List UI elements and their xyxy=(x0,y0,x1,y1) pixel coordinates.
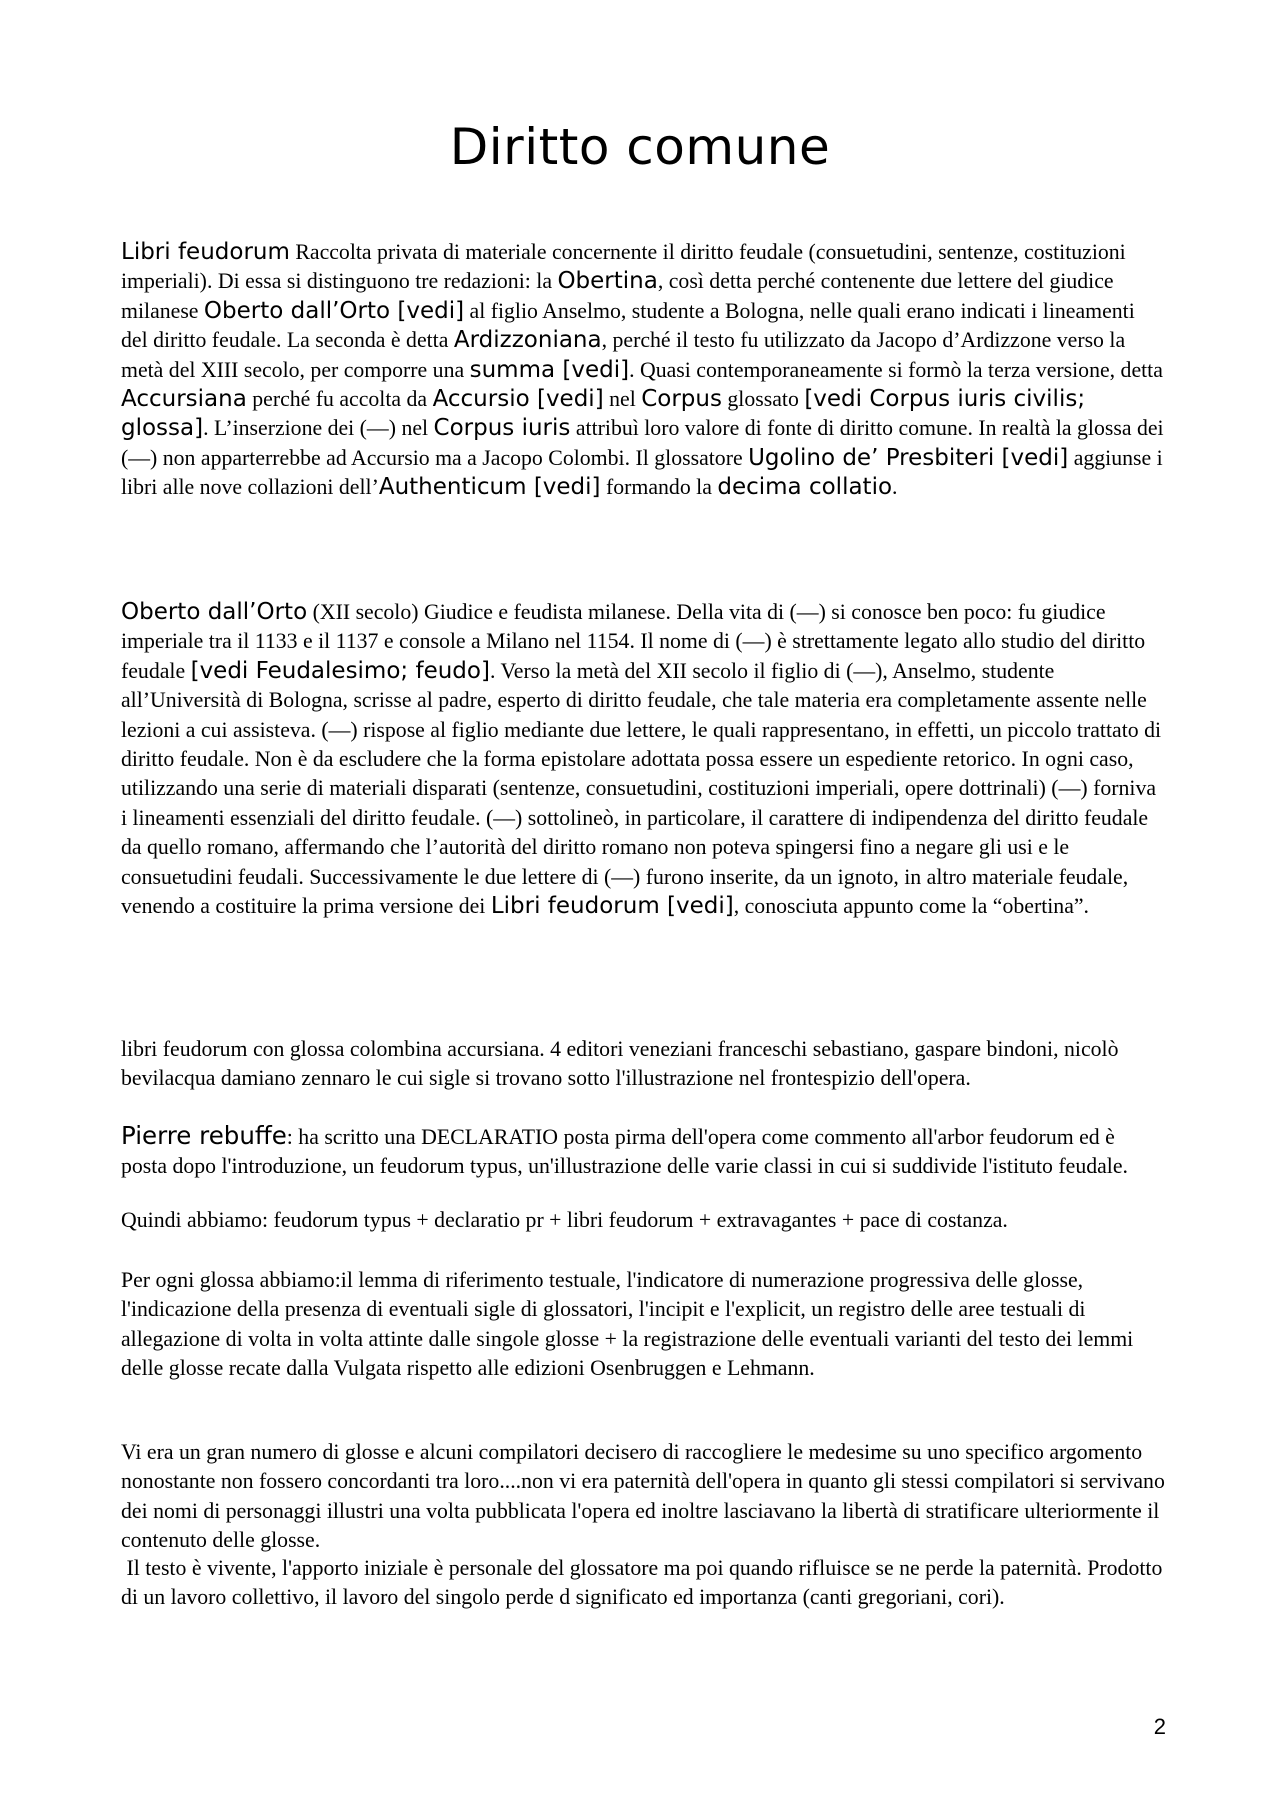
text: , così detta perché contenente due lettere del giudice milanese xyxy=(121,269,1114,323)
text: . Quasi contemporaneamente si formò la terza versione, detta xyxy=(629,357,1163,382)
note-paragraph: libri feudorum con glossa colombina accursiana. 4 editori veneziani franceschi sebastiano, gaspare bindoni, nicolò bevilacqua damiano zennaro le cui sigle si trovano sotto l'illustrazione nel frontespizio dell'opera. xyxy=(121,1037,1119,1091)
cross-reference: Oberto dall’Orto [vedi] xyxy=(203,297,465,324)
text: perché fu accolta da xyxy=(246,387,433,412)
term: decima collatio xyxy=(717,474,893,501)
page-title: Diritto comune xyxy=(449,118,831,176)
note-paragraph: Per ogni glossa abbiamo:il lemma di riferimento testuale, l'indicatore di numerazione progressiva delle glosse, l'indicazione della presenza di eventuali sigle di glossatori, l'incipit e l'explicit, un registro delle aree testuali di allegazione di volta in volta attinte dalle singole glosse + la registrazione delle eventuali varianti del testo dei lemmi delle glosse recate dalla Vulgata rispetto alle edizioni Osenbruggen e Lehmann. xyxy=(121,1268,1134,1381)
term-heading: Pierre rebuffe xyxy=(121,1121,287,1150)
text: , perché il testo fu utilizzato da Jacopo d’Ardizzone verso la metà del XIII secolo, per comporre una xyxy=(121,328,1126,382)
text: aggiunse i libri alle nove collazioni dell’ xyxy=(121,445,1163,500)
text: . L’inserzione dei (—) nel xyxy=(203,416,434,441)
note-paragraph: Il testo è vivente, l'apporto iniziale è personale del glossatore ma poi quando rifluisce se ne perde la paternità. Prodotto di un lavoro collettivo, il lavoro del singolo perde d significato ed importanza (canti gregoriani, cori). xyxy=(121,1556,1168,1610)
term: Corpus xyxy=(641,386,722,413)
cross-reference: summa [vedi] xyxy=(469,356,630,383)
term-heading: Libri feudorum xyxy=(121,239,290,265)
note-paragraph: Quindi abbiamo: feudorum typus + declaratio pr + libri feudorum + extravagantes + pace di costanza. xyxy=(121,1208,1008,1232)
page-number: 2 xyxy=(1153,1714,1166,1739)
text: nel xyxy=(603,387,642,412)
cross-reference: Authenticum [vedi] xyxy=(378,474,601,501)
cross-reference: Accursio [vedi] xyxy=(432,386,604,413)
entry-oberto-dall-orto xyxy=(121,598,1166,921)
note-paragraph: Vi era un gran numero di glosse e alcuni compilatori decisero di raccogliere le medesime su uno specifico argomento nonostante non fossero concordanti tra loro....non vi era paternità dell'opera in quanto gli stessi compilatori si servivano dei nomi di personaggi illustri una volta pubblicata l'opera ed inoltre lasciavano la libertà di stratificare ulteriormente il contenuto delle glosse. xyxy=(121,1440,1165,1553)
term: Obertina xyxy=(557,268,658,295)
cross-reference: [vedi Corpus iuris civilis; glossa] xyxy=(121,386,1086,442)
term: Ardizzoniana xyxy=(453,327,602,354)
text: glossato xyxy=(721,387,805,412)
term: Corpus iuris xyxy=(433,415,571,442)
term-heading: Oberto dall’Orto xyxy=(121,599,308,625)
cross-reference: Libri feudorum [vedi] xyxy=(490,893,734,920)
text: attribuì loro valore di fonte di diritto comune. In realtà la glossa dei (—) non apparterrebbe ad Accursio ma a Jacopo Colombi. Il glossatore xyxy=(121,416,1164,470)
text: . xyxy=(892,475,898,500)
term: Accursiana xyxy=(121,386,247,413)
text: : ha scritto una DECLARATIO posta pirma dell'opera come commento all'arbor feudorum ed è posta dopo l'introduzione, un feudorum typus, un'illustrazione delle varie classi in cui si suddivide l'istituto feudale. xyxy=(121,1125,1128,1179)
entry-libri-feudorum xyxy=(121,238,1166,503)
cross-reference: [vedi Feudalesimo; feudo] xyxy=(190,657,490,684)
cross-reference: Ugolino de’ Presbiteri [vedi] xyxy=(748,444,1069,471)
text: formando la xyxy=(600,475,718,500)
text: . Verso la metà del XII secolo il figlio di (—), Anselmo, studente all’Università di Bologna, scrisse al padre, esperto di diritto feudale, che tale materia era completamente assente nelle lezioni a cui assisteva. (—) rispose al figlio mediante due lettere, le quali rappresentano, in effetti, un piccolo trattato di diritto feudale. Non è da escludere che la forma epistolare adottata possa essere un espediente retorico. In ogni caso, utilizzando una serie di materiali disparati (sentenze, consuetudini, costituzioni imperiali, opere dottrinali) (—) forniva i lineamenti essenziali del diritto feudale. (—) sottolineò, in particolare, il carattere di indipendenza del diritto feudale da quello romano, affermando che l’autorità del diritto romano non poteva spingersi fino a negare gli usi e le consuetudini feudali. Successivamente le due lettere di (—) furono inserite, da un ignoto, in altro materiale feudale, venendo a costituire la prima versione dei xyxy=(121,658,1162,919)
text: Raccolta privata di materiale concernente il diritto feudale (consuetudini, sentenze, costituzioni imperiali). Di essa si distinguono tre redazioni: la xyxy=(121,240,1126,294)
text: , conosciuta appunto come la “obertina”. xyxy=(733,894,1090,919)
text: al figlio Anselmo, studente a Bologna, nelle quali erano indicati i lineamenti del diritto feudale. La seconda è detta xyxy=(121,298,1135,353)
text: (XII secolo) Giudice e feudista milanese. Della vita di (—) si conosce ben poco: fu giudice imperiale tra il 1133 e il 1137 e console a Milano nel 1154. Il nome di (—) è strettamente legato allo studio del diritto feudale xyxy=(121,600,1146,683)
note-paragraph xyxy=(121,1121,1166,1182)
